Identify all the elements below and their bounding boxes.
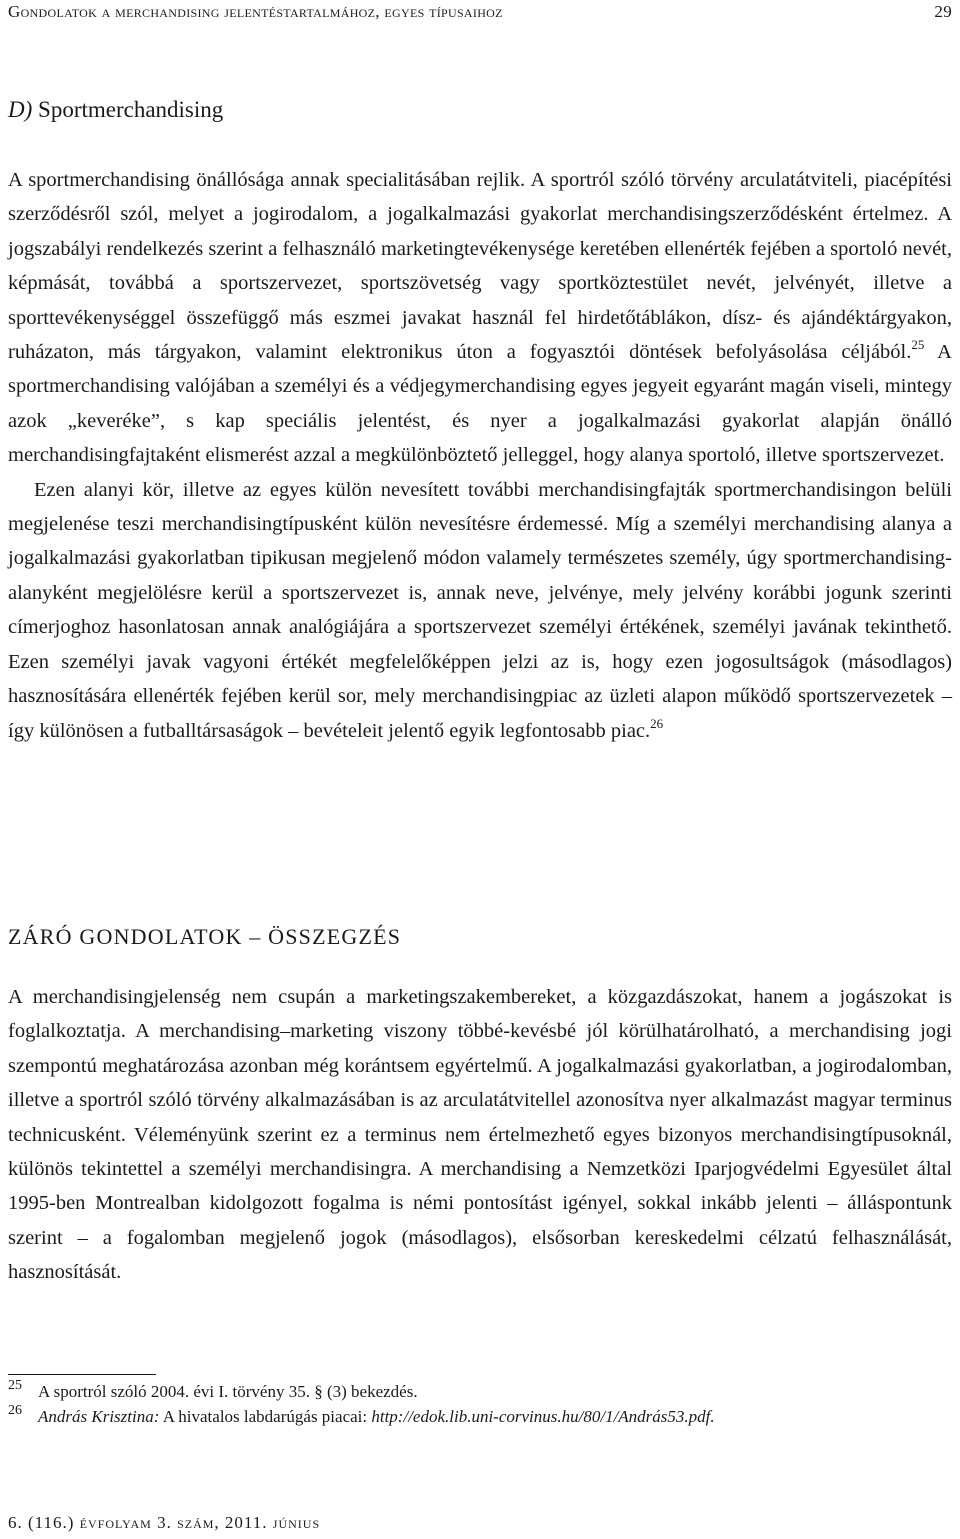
footnote-26 — [8, 1405, 952, 1430]
footnote-text: A sportról szóló 2004. évi I. törvény 35. § (3) bekezdés. — [38, 1382, 418, 1401]
section-body — [8, 163, 952, 748]
paragraph-1 — [8, 163, 952, 473]
footnote-author: András Krisztina: — [38, 1407, 160, 1426]
footnote-divider — [8, 1374, 156, 1375]
footnotes — [8, 1380, 952, 1430]
running-head — [8, 2, 952, 28]
running-head-title: Gondolatok a merchandising jelentéstartalmához, egyes típusaihoz — [8, 2, 503, 21]
paragraph-1-text-a: A sportmerchandising önállósága annak specialitásában rejlik. A sportról szóló törvény arculatátviteli, piacépítési szerződésről szól, melyet a jogirodalom, a jogalkalmazási gyakorlat merchandisingszerződésként értelmez. A jogszabályi rendelkezés szerint a felhasználó marketingtevékenysége keretében ellenérték fejében a sportoló nevét, képmását, továbbá a sportszervezet, sportszövetség vagy sportköztestület nevét, jelvényét, illetve a sporttevékenységgel összefüggő más eszmei javakat használ fel hirdetőtáblákon, dísz- és ajándéktárgyakon, ruházaton, más tárgyakon, valamint elektronikus úton a fogyasztói döntések befolyásolása céljából. — [8, 169, 952, 364]
footnote-title: A hivatalos labdarúgás piacai: — [159, 1407, 372, 1426]
footnote-text — [38, 1405, 715, 1429]
closing-paragraph: A merchandisingjelenség nem csupán a marketingszakembereket, a közgazdászokat, hanem a jogászokat is foglalkoztatja. A merchandising–marketing viszony többé-kevésbé jól körülhatárolható, a merchandising jogi szempontú meghatározása azonban még korántsem egyértelmű. A jogalkalmazási gyakorlatban, a jogirodalomban, illetve a sportról szóló törvény alkalmazásában is az arculatátvitellel azonosítva nyer alkalmazást magyar terminus technicusként. Véleményünk szerint ez a terminus nem értelmezhető egyes bizonyos merchandisingtípusoknál, különös tekintettel a személyi merchandisingra. A merchandising a Nemzetközi Iparjogvédelmi Egyesület által 1995-ben Montrealban kidolgozott fogalma is némi pontosítást igényel, sokkal inkább jelenti – álláspontunk szerint – a fogalomban megjelenő jogok (másodlagos), elsősorban kereskedelmi célzatú felhasználását, hasznosítását. — [8, 986, 952, 1284]
page-number: 29 — [934, 2, 952, 21]
footnote-link[interactable]: http://edok.lib.uni-corvinus.hu/80/1/András53.pdf. — [371, 1407, 715, 1426]
paragraph-2 — [8, 473, 952, 748]
section-heading — [8, 95, 223, 125]
footnote-25 — [8, 1380, 952, 1405]
section-title: Sportmerchandising — [38, 97, 224, 122]
footnote-ref-25[interactable]: 25 — [911, 337, 925, 353]
journal-issue-footer: 6. (116.) évfolyam 3. szám, 2011. június — [8, 1513, 321, 1532]
paragraph-1-text-b: A sportmerchandising valójában a személyi és a védjegymerchandising egyes jegyeit egyaránt magán viseli, mintegy azok „keveréke”, s kap speciális jelentést, és nyer a jogalkalmazási gyakorlat alapján önálló merchandisingfajtaként elismerést azzal a megkülönböztető jelleggel, hogy alanya sportoló, illetve sportszervezet. — [8, 341, 952, 467]
footnote-number: 25 — [8, 1378, 22, 1393]
closing-body — [8, 980, 952, 1290]
paragraph-2-text: Ezen alanyi kör, illetve az egyes külön nevesített további merchandisingfajták sportmerchandisingon belüli megjelenése teszi merchandisingtípusként külön nevesítésre érdemessé. Míg a személyi merchandising alanya a jogalkalmazási gyakorlatban tipikusan megjelenő módon valamely természetes személy, úgy sportmerchandising-alanyként megjelölésre kerül a sportszervezet is, annak neve, jelvénye, mely jelvény korábbi jogunk szerinti címerjoghoz hasonlatosan annak analógiájára a sportszervezet személyi értékének, személyi javának tekinthető. Ezen személyi javak vagyoni értékét megfelelőképpen jelzi az is, hogy ezen jogosultságok (másodlagos) hasznosítására ellenérték fejében kerül sor, mely merchandisingpiac az üzleti alapon működő sportszervezetek – így különösen a futballtársaságok – bevételeit jelentő egyik legfontosabb piac. — [8, 478, 952, 742]
closing-heading: ZÁRÓ GONDOLATOK – ÖSSZEGZÉS — [8, 924, 402, 949]
footnote-ref-26[interactable]: 26 — [650, 715, 664, 731]
footnote-number: 26 — [8, 1403, 22, 1418]
section-letter: D) — [8, 97, 33, 122]
